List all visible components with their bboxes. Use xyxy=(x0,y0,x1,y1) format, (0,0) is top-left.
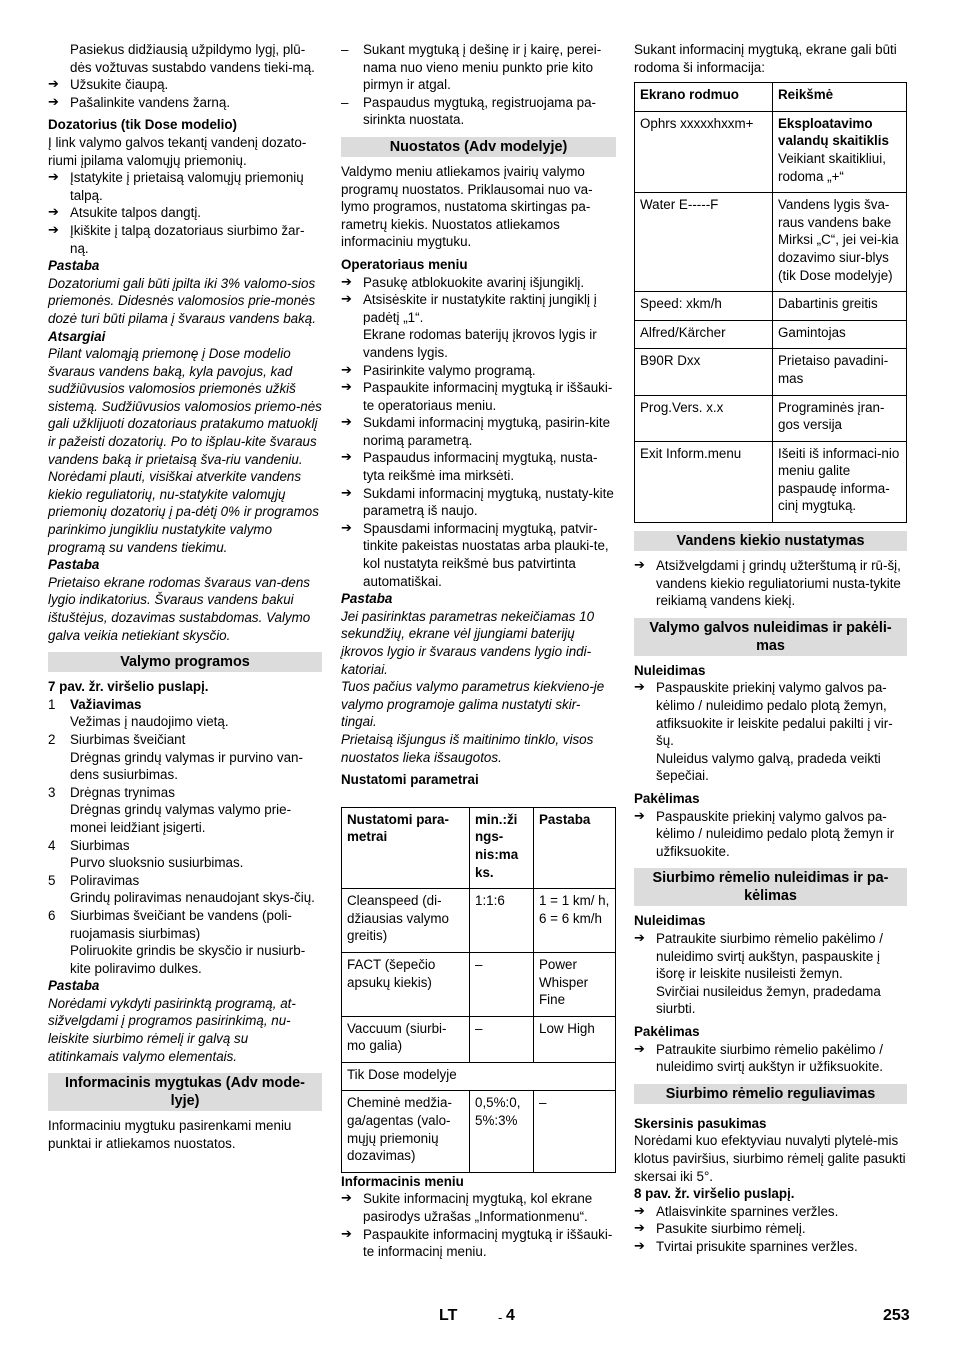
column-middle xyxy=(341,41,616,1261)
section-heading: Informacinis mygtukas (Adv mode-lyje) xyxy=(48,1073,322,1111)
section-heading: Nuostatos (Adv modelyje) xyxy=(341,137,616,157)
table-row xyxy=(342,952,616,1016)
table-cell: Low High xyxy=(534,1016,616,1062)
paragraph: Valdymo meniu atliekamos įvairių valymo programų nuostatos. Priklausomai nuo va-lymo programos, nustatoma skirtingas pa-rametrų kiekis. Nuostatos atliekamos informaciniu mygtuku. xyxy=(341,163,593,250)
table-cell: Power Whisper Fine xyxy=(534,952,616,1016)
paragraph: Norėdami kuo efektyviau nuvalyti plytelė-mis klotus paviršius, siurbimo rėmelį galite pasukti skersai iki 5°. xyxy=(634,1133,906,1184)
paragraph: Informaciniu mygtuku pasirenkami meniu punktai ir atliekamos nuostatos. xyxy=(48,1118,292,1151)
caution-text: Pilant valomąją priemonę į Dose modelio švaraus vandens baką, kyla pavojus, kad sudžiūvusios valomosios priemonės užkiš sistemą. Sudžiūvusios valomosios priemo-nės gali užklijuoti dozatoriaus pratakumo matuoklį ir pažeisti dozatorių. Po to išplau-kite švaraus vandens baką ir prietaisą šva-riu vandeniu. Norėdami plauti, visiškai atverkite vandens kiekio reguliatorių, nu-statykite valomųjų priemonių dozatorių į pa-dėtį 0% ir programos parinkimo jungikliu nustatykite valymo programą su vandens tiekimu. xyxy=(48,346,322,555)
table-cell: Speed: xkm/h xyxy=(635,292,773,321)
table-row xyxy=(342,889,616,953)
table-header-row xyxy=(342,807,616,888)
paragraph: Pasiekus didžiausią užpildymo lygį, plū-dės vožtuvas sustabdo vandens tieki-mą. xyxy=(70,42,315,75)
note-text: Norėdami vykdyti pasirinktą programą, at-sižvelgdami į programos pasirinkimą, nu-leiskite siurbimo rėmelį ir galvą su atitinkamais valymo elementais. xyxy=(48,995,296,1064)
table-cell: – xyxy=(470,1016,534,1062)
subheading: Pakėlimas xyxy=(634,1023,700,1039)
step-item: ➔ Atsisėskite ir nustatykite raktinį jungiklį į padėtį „1“. xyxy=(341,291,616,326)
note-text: Tuos pačius valymo parametrus kiekvieno-je valymo programoje galima nustatyti skir-tingai. xyxy=(341,679,605,730)
subheading: Informacinis meniu xyxy=(341,1173,464,1189)
table-cell: Water E-----F xyxy=(635,193,773,292)
paragraph: Į link valymo galvos tekantį vandenį dozato-riumi įpilama valomųjų priemonių. xyxy=(48,134,307,168)
table-row xyxy=(342,1062,616,1091)
list-item: 5 Poliravimas xyxy=(48,872,140,888)
step-item: ➔ Pasirinkite valymo programą. xyxy=(341,362,616,380)
step-item: ➔ Sukdami informacinį mygtuką, pasirin-kite norimą parametrą. xyxy=(341,414,616,449)
note-text: Dozatoriumi gali būti įpilta iki 3% valomo-sios priemonės. Didesnės valomosios prie-monės dozė turi būti pilama į švaraus vandens baką. xyxy=(48,275,316,326)
list-item: 6 Siurbimas šveičiant be vandens (poli-ruojamasis siurbimas) xyxy=(48,907,292,941)
footer-language: LT xyxy=(439,1307,458,1324)
dash-item: – Sukant mygtuką į dešinę ir į kairę, perei-nama nuo vieno meniu punkto prie kito pirmyn ir atgal. xyxy=(341,41,616,94)
column-left xyxy=(48,41,322,1152)
step-item: ➔ Įkiškite į talpą dozatoriaus siurbimo žar-ną. xyxy=(48,222,322,257)
table-cell: B90R Dxx xyxy=(635,349,773,395)
step-item: ➔ Patraukite siurbimo rėmelio pakėlimo / nuleidimo svirtį aukštyn, paspauskite į išorę ir leiskite nusileisti žemyn. xyxy=(634,930,907,983)
list-item-desc: Drėgnas grindų valymas valymo prie-monei leidžiant įsigerti. xyxy=(70,802,292,835)
subheading: Nustatomi parametrai xyxy=(341,772,479,788)
table-row xyxy=(635,441,907,522)
note-text: Jei pasirinktas parametras nekeičiamas 10 sekundžių, ekrane vėl įjungiami baterijų įkrovos lygio ir švaraus vandens lygio indi-katoriai. xyxy=(341,608,595,677)
dash-item: – Paspaudus mygtuką, registruojama pa-sirinkta nuostata. xyxy=(341,94,616,129)
table-cell: Alfred/Kärcher xyxy=(635,320,773,349)
list-item-desc: Poliruokite grindis be skysčio ir nusiurb-kite poliravimo dulkes. xyxy=(70,943,306,976)
table-row xyxy=(342,1091,616,1172)
step-item: ➔ Pasukite siurbimo rėmelį. xyxy=(634,1220,907,1238)
section-heading: Vandens kiekio nustatymas xyxy=(634,531,907,551)
table-cell: Vaccuum (siurbi-mo galia) xyxy=(342,1016,470,1062)
note-label: Pastaba xyxy=(48,978,100,994)
figure-reference: 8 pav. žr. viršelio puslapį. xyxy=(634,1186,795,1202)
table-header-cell: Ekrano rodmuo xyxy=(635,83,773,112)
table-row xyxy=(635,349,907,395)
table-row xyxy=(635,395,907,441)
step-subtext: Svirčiai nusileidus žemyn, pradedama siurbti. xyxy=(656,983,881,1017)
table-row xyxy=(635,292,907,321)
table-row xyxy=(635,193,907,292)
table-cell: Eksploatavimo valandų skaitiklis Veikiant skaitikliui, rodoma „+“ xyxy=(773,111,907,192)
step-item: ➔ Paspauskite priekinį valymo galvos pa-kėlimo / nuleidimo pedalo plotą žemyn ir užfiksuokite. xyxy=(634,808,907,861)
step-item: ➔ Tvirtai prisukite sparnines veržles. xyxy=(634,1238,907,1256)
table-cell: Gamintojas xyxy=(773,320,907,349)
step-item: ➔ Įstatykite į prietaisą valomųjų priemonių talpą. xyxy=(48,169,322,204)
section-heading: Siurbimo rėmelio nuleidimas ir pa-kėlimas xyxy=(634,868,907,906)
step-item: ➔ Pašalinkite vandens žarną. xyxy=(48,94,322,112)
footer-dash: - xyxy=(498,1310,503,1325)
subheading: Nuleidimas xyxy=(634,913,706,929)
footer-page-local: 4 xyxy=(506,1307,515,1324)
info-display-table xyxy=(634,82,907,523)
step-item: ➔ Paspauskite priekinį valymo galvos pa-kėlimo / nuleidimo pedalo plotą žemyn, atfiksuokite ir leiskite pedalui pakilti į vir-šų. xyxy=(634,679,907,749)
note-label: Pastaba xyxy=(341,591,393,607)
list-item-desc: Purvo sluoksnio susiurbimas. xyxy=(70,855,244,871)
table-row xyxy=(635,111,907,192)
step-item: ➔ Atsižvelgdami į grindų užterštumą ir rū-šį, vandens kiekio reguliatoriumi nusta-tykite reikiamą vandens kiekį. xyxy=(634,557,907,610)
step-item: ➔ Sukite informacinį mygtuką, kol ekrane pasirodys užrašas „Informationmenu“. xyxy=(341,1190,616,1225)
table-cell: Ophrs xxxxxhxxm+ xyxy=(635,111,773,192)
table-row xyxy=(635,320,907,349)
table-cell: Prog.Vers. x.x xyxy=(635,395,773,441)
step-item: ➔ Pasukę atblokuokite avarinį išjungiklį. xyxy=(341,274,616,292)
list-item-desc: Drėgnas grindų valymas ir purvino van-dens susiurbimas. xyxy=(70,749,303,783)
table-cell: 0,5%:0, 5%:3% xyxy=(470,1091,534,1172)
table-row xyxy=(342,1016,616,1062)
subheading: Operatoriaus meniu xyxy=(341,256,468,272)
table-header-cell: Pastaba xyxy=(534,807,616,888)
table-cell: Vandens lygis šva-raus vandens bake Mirksi „C“, jei vei-kia dozavimo siur-blys (tik Dose modelyje) xyxy=(773,193,907,292)
table-cell: Išeiti iš informaci-nio meniu galite paspaudę informa-cinį mygtuką. xyxy=(773,441,907,522)
step-subtext: Nuleidus valymo galvą, pradeda veikti šepečiai. xyxy=(656,750,881,784)
table-cell: Cheminė medžia-ga/agentas (valo-mųjų priemonių dozavimas) xyxy=(342,1091,470,1172)
list-item: 1 Važiavimas xyxy=(48,696,142,712)
section-heading: Valymo galvos nuleidimas ir pakėli-mas xyxy=(634,618,907,656)
note-text: Prietaisą išjungus iš maitinimo tinklo, visos nuostatos lieka išsaugotos. xyxy=(341,731,594,765)
footer-page-number: 253 xyxy=(883,1307,910,1324)
section-heading: Valymo programos xyxy=(48,652,322,672)
list-item-desc: Grindų poliravimas nenaudojant skys-čių. xyxy=(70,890,315,906)
step-item: ➔ Paspaukite informacinį mygtuką ir iššauki-te informacinį meniu. xyxy=(341,1226,616,1261)
table-cell: Exit Inform.menu xyxy=(635,441,773,522)
step-item: ➔ Paspaudus informacinį mygtuką, nusta-tyta reikšmė ima mirksėti. xyxy=(341,449,616,484)
section-heading: Siurbimo rėmelio reguliavimas xyxy=(634,1084,907,1104)
step-item: ➔ Sukdami informacinį mygtuką, nustaty-kite parametrą iš naujo. xyxy=(341,485,616,520)
table-cell: Dabartinis greitis xyxy=(773,292,907,321)
list-item-desc: Vežimas į naudojimo vietą. xyxy=(70,714,229,730)
figure-reference: 7 pav. žr. viršelio puslapį. xyxy=(48,679,209,695)
step-item: ➔ Patraukite siurbimo rėmelio pakėlimo / nuleidimo svirtį aukštyn ir užfiksuokite. xyxy=(634,1041,907,1076)
table-cell: 1 = 1 km/ h, 6 = 6 km/h xyxy=(534,889,616,953)
step-item: ➔ Užsukite čiaupą. xyxy=(48,76,322,94)
subheading: Skersinis pasukimas xyxy=(634,1115,767,1131)
table-header-cell: Nustatomi para-metrai xyxy=(342,807,470,888)
table-header-cell: min.:ži ngs-nis:ma ks. xyxy=(470,807,534,888)
table-header-cell: Reikšmė xyxy=(773,83,907,112)
list-item: 4 Siurbimas xyxy=(48,837,130,853)
caution-label: Atsargiai xyxy=(48,328,106,344)
subheading: Pakėlimas xyxy=(634,791,700,806)
table-cell: FACT (šepečio apsukų kiekis) xyxy=(342,952,470,1016)
subheading: Nuleidimas xyxy=(634,662,706,678)
table-cell: – xyxy=(534,1091,616,1172)
parameters-table xyxy=(341,807,616,1173)
step-subtext: Ekrane rodomas baterijų įkrovos lygis ir vandens lygis. xyxy=(363,327,597,360)
table-cell: Cleanspeed (di-džiausias valymo greitis) xyxy=(342,889,470,953)
subheading: Dozatorius (tik Dose modelio) xyxy=(48,117,237,133)
note-label: Pastaba xyxy=(48,258,100,274)
note-text: Prietaiso ekrane rodomas švaraus van-dens lygio indikatorius. Švaraus vandens bakui ištuštėjus, dozavimas sustabdomas. Valymo galva veikia netiekiant skysčio. xyxy=(48,574,311,643)
step-item: ➔ Atlaisvinkite sparnines veržles. xyxy=(634,1203,907,1221)
note-label: Pastaba xyxy=(48,557,100,573)
table-cell: 1:1:6 xyxy=(470,889,534,953)
paragraph: Sukant informacinį mygtuką, ekrane gali būti rodoma ši informacija: xyxy=(634,42,897,75)
table-cell: Prietaiso pavadini-mas xyxy=(773,349,907,395)
list-item: 3 Drėgnas trynimas xyxy=(48,784,175,800)
list-item: 2 Siurbimas šveičiant xyxy=(48,731,186,747)
table-cell: Programinės įran-gos versija xyxy=(773,395,907,441)
column-right xyxy=(634,41,907,1255)
step-item: ➔ Spausdami informacinį mygtuką, patvir-tinkite pakeistas nuostatas arba plauki-te, kol nustatyta reikšmė bus patvirtinta automatiškai. xyxy=(341,520,616,590)
table-span-cell: Tik Dose modelyje xyxy=(342,1062,616,1091)
table-header-row xyxy=(635,83,907,112)
step-item: ➔ Paspaukite informacinį mygtuką ir iššauki-te operatoriaus meniu. xyxy=(341,379,616,414)
step-item: ➔ Atsukite talpos dangtį. xyxy=(48,204,322,222)
table-cell: – xyxy=(470,952,534,1016)
